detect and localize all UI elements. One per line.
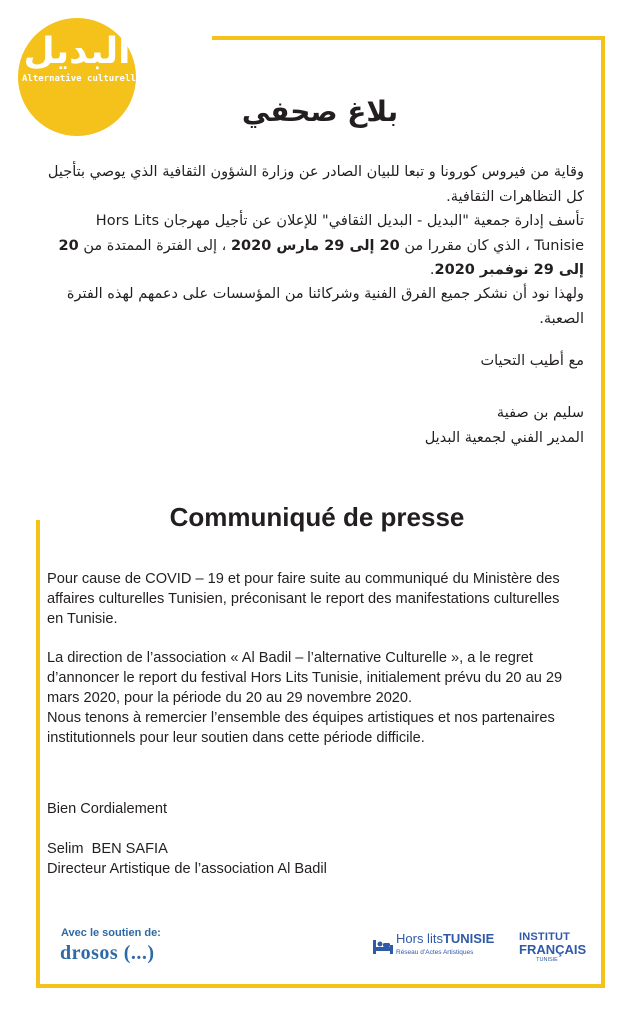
arabic-paragraph-3: ولهذا نود أن نشكر جميع الفرق الفنية وشركائنا من المؤسسات على دعمهم لهذه الفترة الصعبة. xyxy=(66,286,584,327)
arabic-signer-title: المدير الفني لجمعية البديل xyxy=(424,429,584,446)
frame-bottom-border xyxy=(40,984,605,988)
arabic-dates-november: 20 إلى 29 نوفمبر 2020 xyxy=(58,237,584,278)
arabic-paragraph-2-text-e: . xyxy=(429,262,435,278)
hors-lits-name-b: TUNISIE xyxy=(442,931,495,946)
drosos-logo: drosos (...) xyxy=(60,942,155,964)
french-paragraph-2: La direction de l’association « Al Badil – l’alternative Culturelle », a le regret d’annoncer le report du festival Hors Lits Tunisie, initialement prévu du 20 au 29 mars 2020, pour la période du 20 au 29 novembre 2020. xyxy=(47,650,563,706)
arabic-dates-march: 20 إلى 29 مارس 2020 xyxy=(230,237,400,254)
french-signer-title: Directeur Artistique de l’association Al Badil xyxy=(47,861,327,877)
french-signature xyxy=(47,839,577,879)
french-title: Communiqué de presse xyxy=(169,502,465,532)
hors-lits-name-a: Hors lits xyxy=(396,931,443,946)
french-paragraph-3: Nous tenons à remercier l’ensemble des équipes artistiques et nos partenaires institutionnels pour leur soutien dans cette période difficile. xyxy=(47,710,555,746)
french-signer-name: Selim BEN SAFIA xyxy=(47,841,168,857)
frame-right-border xyxy=(601,36,605,988)
frame-left-border xyxy=(36,520,40,988)
logo-arabic-text: البديل xyxy=(23,31,131,72)
french-paragraph-1: Pour cause de COVID – 19 et pour faire suite au communiqué du Ministère des affaires culturelles Tunisien, préconisant le report des manifestations culturelles en Tunisie. xyxy=(47,571,560,627)
hors-lits-tagline: Réseau d’Actes Artistiques xyxy=(396,949,474,956)
al-badil-logo xyxy=(18,18,142,136)
hors-lits-tunisie-logo xyxy=(372,931,502,965)
support-label: Avec le soutien de: xyxy=(61,927,161,939)
arabic-paragraph-2 xyxy=(44,209,584,283)
arabic-greeting: مع أطيب التحيات xyxy=(480,353,584,369)
institut-francais-line-3: TUNISIE xyxy=(536,957,558,963)
institut-francais-line-2: FRANÇAIS xyxy=(519,942,587,957)
institut-francais-logo xyxy=(519,931,585,971)
frame-top-border xyxy=(212,36,605,40)
bed-icon xyxy=(372,934,394,956)
arabic-signer-name: سليم بن صفية xyxy=(496,405,584,421)
institut-francais-line-1: INSTITUT xyxy=(519,931,571,943)
arabic-title: بلاغ صحفي xyxy=(241,95,399,128)
logo-latin-text: Alternative culturelle xyxy=(22,74,142,84)
hors-lits-name xyxy=(396,931,494,946)
arabic-signature xyxy=(44,401,584,450)
arabic-paragraph-2-text-a: تأسف إدارة جمعية "البديل - البديل الثقافي" للإعلان عن تأجيل مهرجان Hors Lits Tunisie ، الذي كان مقررا من xyxy=(95,213,584,254)
arabic-paragraph-2-text-c: ، إلى الفترة الممتدة من xyxy=(78,237,231,254)
french-closing: Bien Cordialement xyxy=(47,801,168,817)
arabic-paragraph-1: وقاية من فيروس كورونا و تبعا للبيان الصادر عن وزارة الشؤون الثقافية الذي يوصي بتأجيل كل التظاهرات الثقافية. xyxy=(47,164,584,205)
